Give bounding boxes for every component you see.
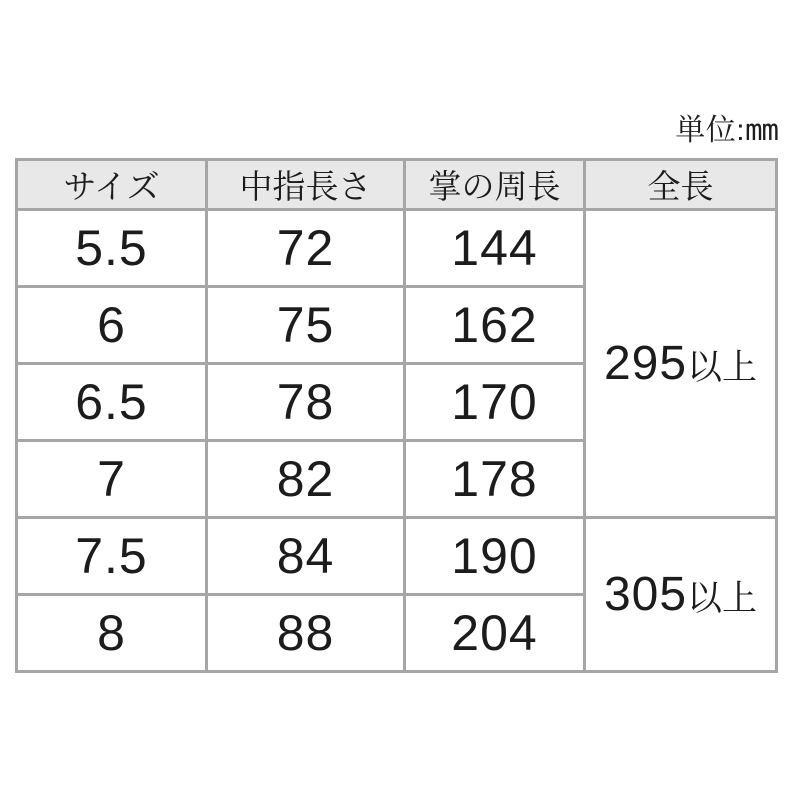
table-row [17,210,777,287]
total-length-group-cell [585,518,777,672]
column-header-middle-finger-length: 中指長さ [207,160,405,210]
header-row [17,160,777,210]
middle-finger-length-cell: 84 [207,518,405,595]
column-header-total-length: 全長 [585,160,777,210]
palm-circumference-cell: 144 [405,210,585,287]
palm-circumference-cell: 204 [405,595,585,672]
total-length-value: 305 [603,568,688,621]
total-length-group-cell [585,210,777,518]
middle-finger-length-cell: 82 [207,441,405,518]
table-row [17,518,777,595]
palm-circumference-cell: 162 [405,287,585,364]
palm-circumference-cell: 178 [405,441,585,518]
middle-finger-length-cell: 72 [207,210,405,287]
middle-finger-length-cell: 78 [207,364,405,441]
unit-label-prefix: 単位: [675,114,746,147]
total-length-suffix: 以上 [687,348,758,387]
glove-size-table [15,158,778,673]
total-length-value: 295 [603,337,688,390]
unit-label-value: mm [745,113,778,147]
unit-label [675,105,778,149]
size-cell: 8 [17,595,207,672]
palm-circumference-cell: 170 [405,364,585,441]
column-header-size: サイズ [17,160,207,210]
palm-circumference-cell: 190 [405,518,585,595]
middle-finger-length-cell: 75 [207,287,405,364]
column-header-palm-circumference: 掌の周長 [405,160,585,210]
size-cell: 5.5 [17,210,207,287]
size-cell: 7 [17,441,207,518]
middle-finger-length-cell: 88 [207,595,405,672]
size-cell: 6.5 [17,364,207,441]
size-cell: 6 [17,287,207,364]
total-length-suffix: 以上 [687,579,758,618]
size-cell: 7.5 [17,518,207,595]
